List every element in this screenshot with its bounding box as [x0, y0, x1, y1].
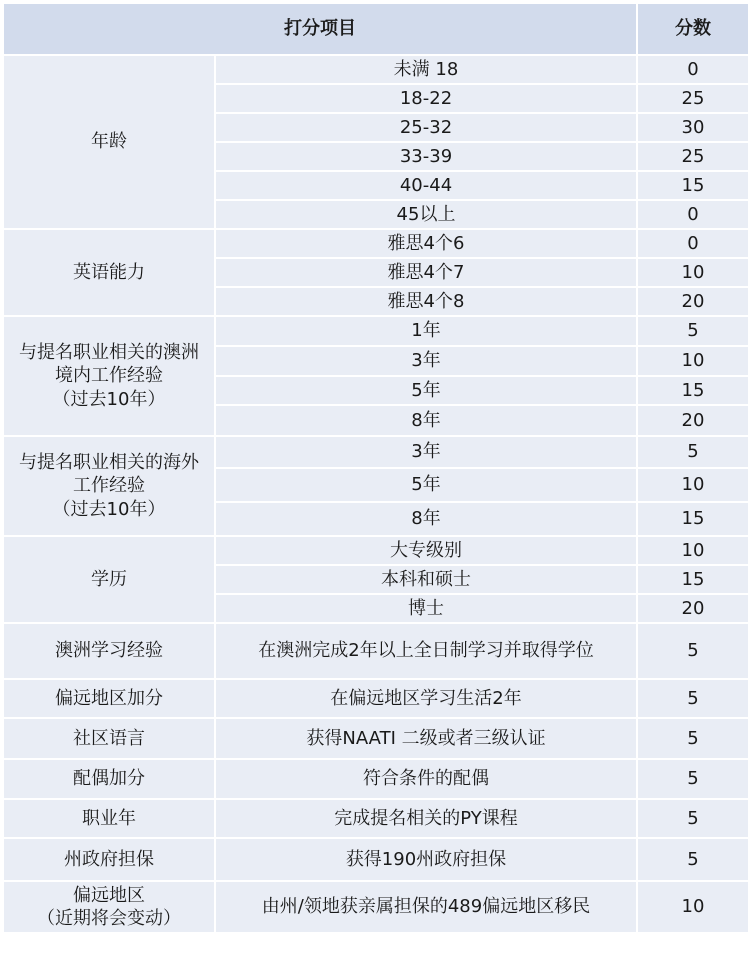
criterion-cell: 3年 [215, 346, 637, 376]
criterion-cell: 18-22 [215, 84, 637, 113]
criterion-cell: 25-32 [215, 113, 637, 142]
score-cell: 0 [637, 229, 749, 258]
table-row [3, 799, 749, 838]
criterion-cell: 符合条件的配偶 [215, 759, 637, 799]
criterion-cell: 8年 [215, 502, 637, 536]
criterion-cell: 在偏远地区学习生活2年 [215, 679, 637, 718]
table-row [3, 881, 749, 933]
score-cell: 10 [637, 468, 749, 502]
score-cell: 10 [637, 536, 749, 565]
table-row [3, 436, 749, 468]
criterion-cell: 45以上 [215, 200, 637, 229]
score-cell: 5 [637, 838, 749, 881]
criterion-cell: 3年 [215, 436, 637, 468]
criterion-cell: 5年 [215, 376, 637, 405]
table-row [3, 838, 749, 881]
table-row [3, 316, 749, 346]
category-cell: 年龄 [3, 55, 215, 229]
score-cell: 0 [637, 200, 749, 229]
category-cell: 配偶加分 [3, 759, 215, 799]
table-row [3, 759, 749, 799]
category-cell: 与提名职业相关的海外 工作经验 （过去10年） [3, 436, 215, 536]
category-cell: 学历 [3, 536, 215, 623]
criterion-cell: 在澳洲完成2年以上全日制学习并取得学位 [215, 623, 637, 679]
header-score: 分数 [637, 3, 749, 55]
table-row [3, 718, 749, 759]
category-cell: 偏远地区加分 [3, 679, 215, 718]
score-cell: 5 [637, 759, 749, 799]
header-item: 打分项目 [3, 3, 637, 55]
score-cell: 5 [637, 623, 749, 679]
criterion-cell: 40-44 [215, 171, 637, 200]
score-cell: 5 [637, 799, 749, 838]
category-cell: 州政府担保 [3, 838, 215, 881]
criterion-cell: 大专级别 [215, 536, 637, 565]
criterion-cell: 5年 [215, 468, 637, 502]
score-cell: 15 [637, 376, 749, 405]
criterion-cell: 由州/领地获亲属担保的489偏远地区移民 [215, 881, 637, 933]
category-cell: 英语能力 [3, 229, 215, 316]
score-cell: 20 [637, 287, 749, 316]
criterion-cell: 8年 [215, 405, 637, 436]
score-cell: 30 [637, 113, 749, 142]
criterion-cell: 雅思4个6 [215, 229, 637, 258]
criterion-cell: 获得NAATI 二级或者三级认证 [215, 718, 637, 759]
score-cell: 20 [637, 405, 749, 436]
points-table [2, 2, 750, 934]
score-cell: 10 [637, 346, 749, 376]
score-cell: 0 [637, 55, 749, 84]
criterion-cell: 33-39 [215, 142, 637, 171]
score-cell: 5 [637, 718, 749, 759]
score-cell: 15 [637, 171, 749, 200]
score-cell: 10 [637, 881, 749, 933]
score-cell: 5 [637, 679, 749, 718]
table-row [3, 536, 749, 565]
criterion-cell: 本科和硕士 [215, 565, 637, 594]
table-row [3, 623, 749, 679]
category-cell: 社区语言 [3, 718, 215, 759]
score-cell: 25 [637, 84, 749, 113]
table-row [3, 55, 749, 84]
header-row [3, 3, 749, 55]
table-body [3, 55, 749, 933]
criterion-cell: 雅思4个8 [215, 287, 637, 316]
score-cell: 10 [637, 258, 749, 287]
score-cell: 25 [637, 142, 749, 171]
score-cell: 5 [637, 436, 749, 468]
score-cell: 15 [637, 565, 749, 594]
category-cell: 偏远地区 （近期将会变动） [3, 881, 215, 933]
score-cell: 20 [637, 594, 749, 623]
criterion-cell: 未满 18 [215, 55, 637, 84]
category-cell: 职业年 [3, 799, 215, 838]
score-cell: 5 [637, 316, 749, 346]
score-cell: 15 [637, 502, 749, 536]
criterion-cell: 1年 [215, 316, 637, 346]
table-row [3, 679, 749, 718]
category-cell: 澳洲学习经验 [3, 623, 215, 679]
table-row [3, 229, 749, 258]
category-cell: 与提名职业相关的澳洲 境内工作经验 （过去10年） [3, 316, 215, 436]
criterion-cell: 获得190州政府担保 [215, 838, 637, 881]
criterion-cell: 完成提名相关的PY课程 [215, 799, 637, 838]
criterion-cell: 博士 [215, 594, 637, 623]
criterion-cell: 雅思4个7 [215, 258, 637, 287]
